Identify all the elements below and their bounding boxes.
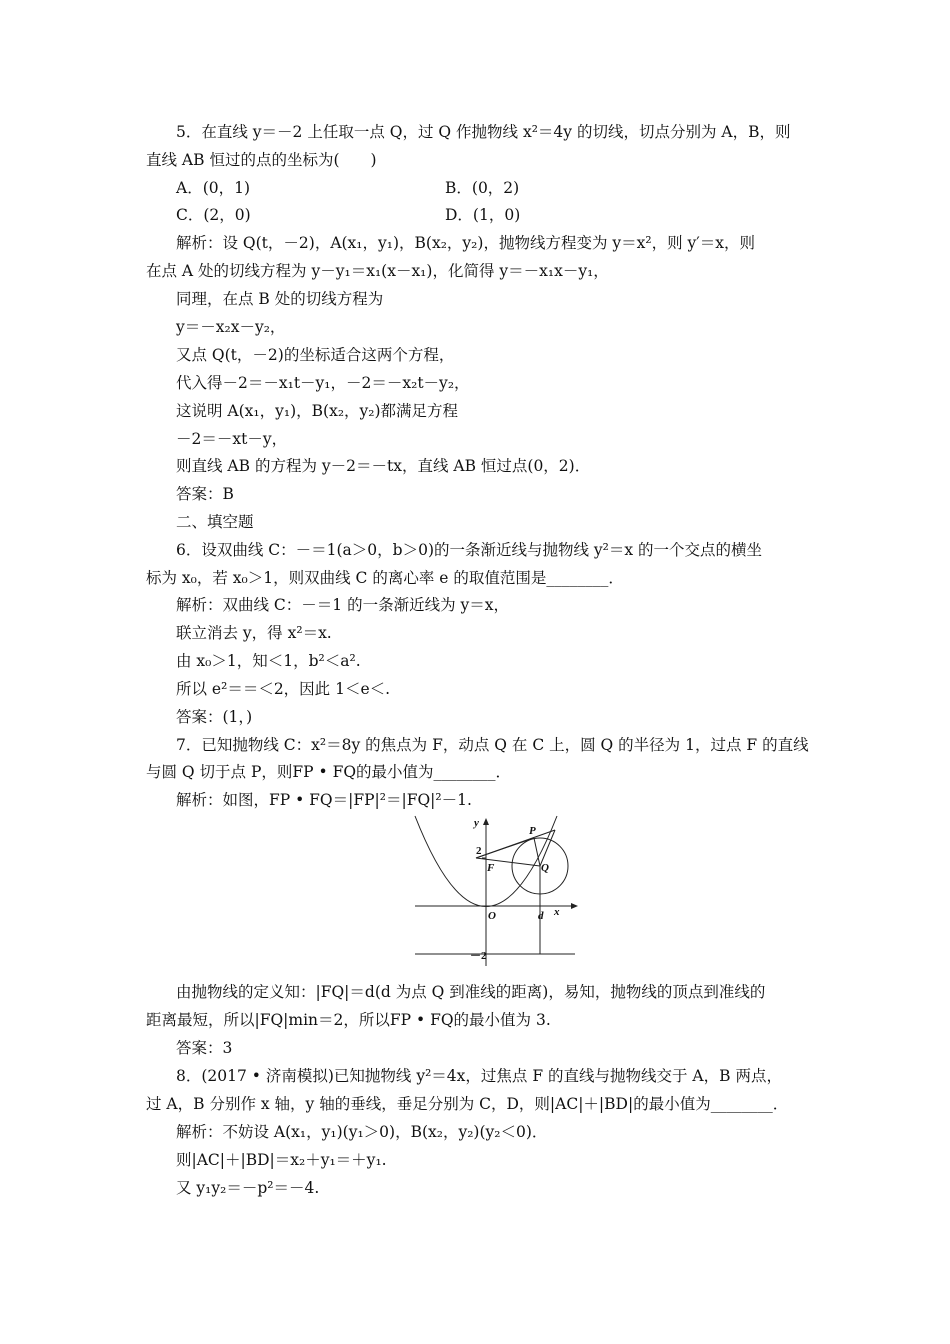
label-x: x: [554, 906, 560, 918]
y-axis-arrow: [483, 818, 489, 825]
q6-solution-line-4: 所以 e²＝＝＜2，因此 1＜e＜.: [176, 680, 391, 698]
line-f-upper: [476, 830, 555, 858]
label-q: Q: [541, 862, 549, 874]
q8-stem-line-2: 过 A，B 分别作 x 轴，y 轴的垂线，垂足分别为 C，D，则|AC|＋|BD|的最小值为________．: [146, 1095, 789, 1113]
q5-solution-line-9: 则直线 AB 的方程为 y－2＝－tx，直线 AB 恒过点(0，2)．: [176, 457, 591, 475]
q5-answer: 答案：B: [176, 485, 234, 503]
q5-solution-line-1: 解析：设 Q(t，－2)，A(x₁，y₁)，B(x₂，y₂)，抛物线方程变为 y＝x²，则 y′＝x，则: [176, 234, 756, 252]
label-d: d: [538, 910, 544, 922]
q7-stem-line-1: 7．已知抛物线 C：x²＝8y 的焦点为 F，动点 Q 在 C 上，圆 Q 的半径为 1，过点 F 的直线: [176, 736, 809, 754]
label-2: 2: [476, 845, 482, 857]
q8-stem-line-1: 8．(2017 • 济南模拟)已知抛物线 y²＝4x，过焦点 F 的直线与抛物线交于 A，B 两点，: [176, 1067, 782, 1085]
q5-stem-line-2: 直线 AB 恒过的点的坐标为( ): [146, 151, 377, 169]
q5-option-d: D．(1，0): [445, 206, 521, 224]
q8-solution-line-3: 又 y₁y₂＝－p²＝－4.: [176, 1179, 320, 1197]
label-o: O: [488, 910, 496, 922]
q8-solution-line-2: 则|AC|＋|BD|＝x₂＋y₁＝＋y₁.: [176, 1151, 387, 1169]
q5-solution-line-2: 在点 A 处的切线方程为 y－y₁＝x₁(x－x₁)，化简得 y＝－x₁x－y₁，: [146, 262, 609, 280]
q5-solution-line-3: 同理，在点 B 处的切线方程为: [176, 290, 384, 308]
section-title: 二、填空题: [176, 513, 254, 531]
q5-option-a: A．(0，1): [176, 179, 251, 197]
q6-stem-line-1: 6．设双曲线 C：－＝1(a＞0，b＞0)的一条渐近线与抛物线 y²＝x 的一个交点的横坐: [176, 541, 763, 559]
q6-solution-line-3: 由 x₀＞1，知＜1，b²＜a².: [176, 652, 361, 670]
q5-solution-line-4: y＝－x₂x－y₂，: [176, 318, 286, 336]
q6-stem-line-2: 标为 x₀，若 x₀＞1，则双曲线 C 的离心率 e 的取值范围是________．: [146, 569, 624, 587]
q6-solution-line-1: 解析：双曲线 C：－＝1 的一条渐近线为 y＝x，: [176, 596, 510, 614]
q7-stem-line-2: 与圆 Q 切于点 P，则FP • FQ的最小值为________．: [146, 763, 512, 781]
line-pq: [534, 838, 540, 866]
q7-figure: [410, 812, 580, 970]
q6-answer: 答案：(1，): [176, 708, 253, 726]
q5-solution-line-7: 这说明 A(x₁，y₁)，B(x₂，y₂)都满足方程: [176, 402, 459, 420]
q5-solution-line-8: －2＝－xt－y，: [176, 430, 288, 448]
q5-solution-line-6: 代入得－2＝－x₁t－y₁，－2＝－x₂t－y₂，: [176, 374, 470, 392]
q5-option-c: C．(2，0): [176, 206, 251, 224]
q7-solution-line-2: 由抛物线的定义知：|FQ|＝d(d 为点 Q 到准线的距离)，易知，抛物线的顶点到准线的: [176, 983, 766, 1001]
x-axis-arrow: [571, 903, 578, 909]
label-f: F: [487, 862, 495, 874]
q7-solution-line-1: 解析：如图，FP • FQ＝|FP|²＝|FQ|²－1.: [176, 791, 472, 809]
label-neg2: －2: [470, 950, 487, 962]
q5-solution-line-5: 又点 Q(t，－2)的坐标适合这两个方程，: [176, 346, 455, 364]
q5-option-b: B．(0，2): [445, 179, 520, 197]
q8-solution-line-1: 解析：不妨设 A(x₁，y₁)(y₁＞0)，B(x₂，y₂)(y₂＜0)．: [176, 1123, 548, 1141]
q7-answer: 答案：3: [176, 1039, 233, 1057]
label-p: P: [529, 825, 536, 837]
q5-stem-line-1: 5．在直线 y＝－2 上任取一点 Q，过 Q 作抛物线 x²＝4y 的切线，切点分别为 A，B，则: [176, 123, 791, 141]
label-y: y: [474, 817, 479, 829]
q6-solution-line-2: 联立消去 y，得 x²＝x.: [176, 624, 332, 642]
q7-solution-line-3: 距离最短，所以|FQ|min＝2，所以FP • FQ的最小值为 3.: [146, 1011, 551, 1029]
line-q-upper: [540, 830, 555, 866]
